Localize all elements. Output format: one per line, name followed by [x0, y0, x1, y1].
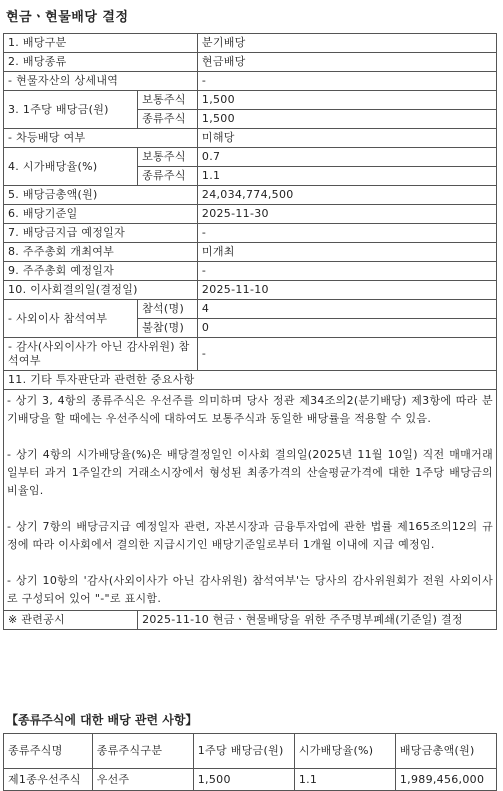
- page-title: 현금ㆍ현물배당 결정: [6, 10, 129, 25]
- row-value: 1,500: [197, 91, 496, 110]
- row-value: 1,500: [197, 110, 496, 129]
- related-label: ※ 관련공시: [4, 611, 138, 630]
- row-label: 8. 주주총회 개최여부: [4, 243, 198, 262]
- row-value: 4: [197, 300, 496, 319]
- row-label: 9. 주주총회 예정일자: [4, 262, 198, 281]
- row-label: 6. 배당기준일: [4, 205, 198, 224]
- column-header: 1주당 배당금(원): [193, 734, 294, 769]
- row-value: 분기배당: [197, 34, 496, 53]
- table-header-row: [4, 734, 497, 769]
- table-row: [4, 205, 497, 224]
- row-label: 3. 1주당 배당금(원): [4, 91, 138, 129]
- table-row: [4, 53, 497, 72]
- note-paragraph: - 상기 7항의 배당금지급 예정일자 관련, 자본시장과 금융투자업에 관한 법률 제165조의12의 규정에 따라 이사회에서 결의한 지급시기인 배당기준일로부터 1개월 이내에 지급 예정임.: [7, 520, 493, 551]
- notes-cell: [4, 390, 497, 611]
- table-row: [4, 300, 497, 319]
- table-row: [4, 390, 497, 611]
- dividend-decision-table: [3, 33, 497, 630]
- sub-label: 불참(명): [138, 319, 198, 338]
- note-paragraph: - 상기 4항의 시가배당율(%)은 배당결정일인 이사회 결의일(2025년 11월 10일) 직전 매매거래일부터 과거 1주일간의 거래소시장에서 형성된 최종가격의 산술평균가격에 대한 1주당 배당금의 비율임.: [7, 448, 493, 497]
- row-value: 미해당: [197, 129, 496, 148]
- row-value: 현금배당: [197, 53, 496, 72]
- table-row: [4, 186, 497, 205]
- table-row: [4, 224, 497, 243]
- sub-label: 참석(명): [138, 300, 198, 319]
- row-value: -: [197, 72, 496, 91]
- table-cell: 1,500: [193, 769, 294, 791]
- sub-label: 종류주식: [138, 110, 198, 129]
- table-row: [4, 281, 497, 300]
- row-label: 1. 배당구분: [4, 34, 198, 53]
- note-paragraph: - 상기 3, 4항의 종류주식은 우선주를 의미하며 당사 정관 제34조의2(분기배당) 제3항에 따라 분기배당을 할 때에는 우선주식에 대하여도 보통주식과 동일한 배당률을 적용할 수 있음.: [7, 394, 493, 425]
- table-cell: 1.1: [294, 769, 395, 791]
- row-label: 10. 이사회결의일(결정일): [4, 281, 198, 300]
- column-header: 종류주식구분: [92, 734, 193, 769]
- column-header: 시가배당율(%): [294, 734, 395, 769]
- table-row: [4, 72, 497, 91]
- table-row: [4, 34, 497, 53]
- section-title: 【종류주식에 대한 배당 관련 사항】: [6, 713, 198, 727]
- row-label: - 사외이사 참석여부: [4, 300, 138, 338]
- sub-label: 보통주식: [138, 148, 198, 167]
- related-disclosure-link[interactable]: 2025-11-10 현금ㆍ현물배당을 위한 주주명부폐쇄(기준일) 결정: [138, 611, 497, 630]
- class-share-table: [3, 733, 497, 791]
- row-label: 5. 배당금총액(원): [4, 186, 198, 205]
- row-label: 2. 배당종류: [4, 53, 198, 72]
- row-value: 2025-11-30: [197, 205, 496, 224]
- row-value: 1.1: [197, 167, 496, 186]
- row-value: -: [197, 262, 496, 281]
- sub-label: 보통주식: [138, 91, 198, 110]
- row-value: -: [197, 224, 496, 243]
- row-label: 4. 시가배당율(%): [4, 148, 138, 186]
- row-label: - 차등배당 여부: [4, 129, 198, 148]
- table-row: [4, 769, 497, 791]
- row-value: 24,034,774,500: [197, 186, 496, 205]
- row-label: - 감사(사외이사가 아닌 감사위원) 참석여부: [4, 338, 198, 371]
- table-row: [4, 371, 497, 390]
- row-value: 0: [197, 319, 496, 338]
- table-row: [4, 91, 497, 110]
- sub-label: 종류주식: [138, 167, 198, 186]
- table-row: [4, 129, 497, 148]
- table-row: [4, 611, 497, 630]
- table-row: [4, 148, 497, 167]
- column-header: 종류주식명: [4, 734, 93, 769]
- row-value: 미개최: [197, 243, 496, 262]
- row-label: 7. 배당금지급 예정일자: [4, 224, 198, 243]
- table-row: [4, 243, 497, 262]
- table-cell: 제1종우선주식: [4, 769, 93, 791]
- row-value: 0.7: [197, 148, 496, 167]
- table-cell: 1,989,456,000: [395, 769, 496, 791]
- table-row: [4, 262, 497, 281]
- table-row: [4, 338, 497, 371]
- table-cell: 우선주: [92, 769, 193, 791]
- row-value: -: [197, 338, 496, 371]
- row-value: 2025-11-10: [197, 281, 496, 300]
- row-label: - 현물자산의 상세내역: [4, 72, 198, 91]
- section-label: 11. 기타 투자판단과 관련한 중요사항: [4, 371, 497, 390]
- note-paragraph: - 상기 10항의 '감사(사외이사가 아닌 감사위원) 참석여부'는 당사의 감사위원회가 전원 사외이사로 구성되어 있어 "-"로 표시함.: [7, 574, 493, 605]
- column-header: 배당금총액(원): [395, 734, 496, 769]
